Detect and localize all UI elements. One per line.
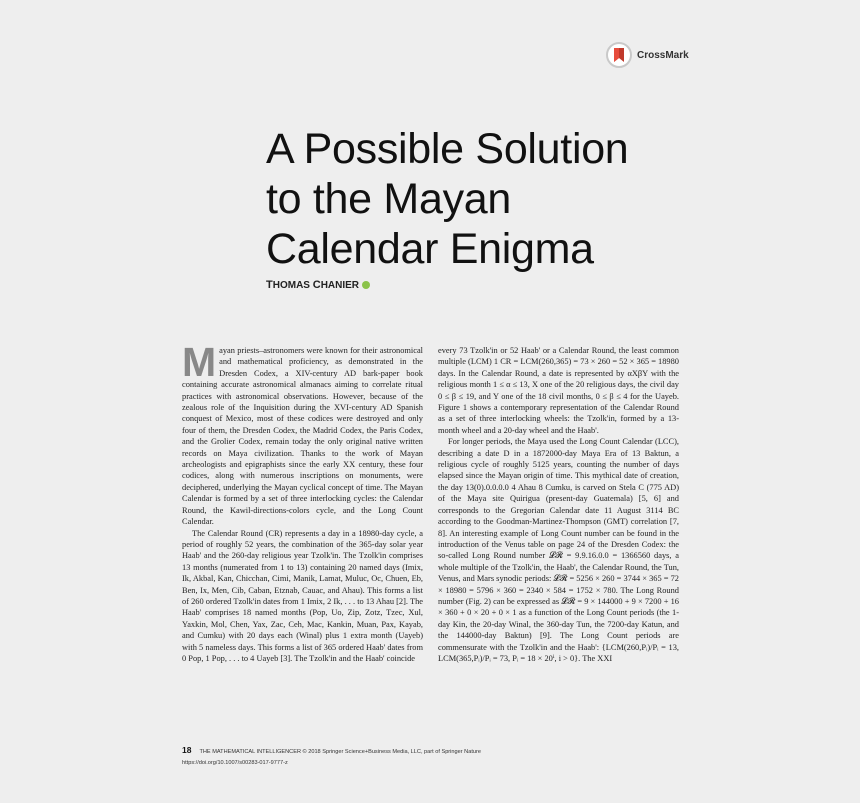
crossmark-badge[interactable] — [606, 42, 689, 68]
title-line-1: A Possible Solution — [266, 125, 629, 173]
author-name — [266, 279, 359, 291]
paragraph-long-count: For longer periods, the Maya used the Long Count Calendar (LCC), describing a date D in a 1872000-day Maya Era of 13 Baktun, a religious cycle of roughly 5125 years, counting the number of days elapsed since the Mayan origin of time. This mythical date of creation, the day 13(0).0.0.0.0 4 Ahau 8 Cumku, is carved on Stela C (775 AD) of the Maya site Quirigua (present-day Guatemala) [5, 6] and corresponds to the Gregorian Calendar date 11 August 3114 BC according to the Goodman-Martinez-Thompson (GMT) correlation [7, 8]. An interesting example of Long Count number can be found in the introduction of the Venus table on page 24 of the Dresden Codex: the so-called Long Round number 𝓛𝓡 = 9.9.16.0.0 = 1366560 days, a whole multiple of the Tzolk'in, the Haab', the Calendar Round, the Tun, Venus, and Mars synodic periods: 𝓛𝓡 = 5256 × 260 = 3744 × 365 = 72 × 18980 = 5796 × 360 = 2340 × 584 = 1752 × 780. The Long Round number (Fig. 2) can be expressed as 𝓛𝓡 = 9 × 144000 + 9 × 7200 + 16 × 360 + 0 × 20 + 0 × 1 as a function of the Long Count periods (the 1-day Kin, the 20-day Winal, the 360-day Tun, the 7200-day Katun, and the 144000-day Baktun) [9]. The Long Count periods are commensurate with the Tzolk'in and the Haab': {LCM(260,Pᵢ)/Pᵢ = 13, LCM(365,Pᵢ)/Pᵢ = 73, Pᵢ = 18 × 20ⁱ, i > 0}. The XXI — [438, 437, 679, 663]
title-line-2: to the Mayan — [266, 175, 511, 223]
page-number: 18 — [182, 745, 192, 755]
paragraph-calendar-round-cont: every 73 Tzolk'in or 52 Haab' or a Calendar Round, the least common multiple (LCM) 1 CR = LCM(260,365) = 73 × 260 = 52 × 365 = 18980 days. In the Calendar Round, a date is represented by αXβY with the religious month 1 ≤ α ≤ 13, X one of the 20 religious days, the civil day 0 ≤ β ≤ 19, and Y one of the 18 civil months, 0 ≤ β ≤ 4 for the Uayeb. Figure 1 shows a contemporary representation of the Calendar Round as a set of three interlocking wheels: the Tzolk'in, formed by a 13-month wheel and a 20-day wheel and the Haab'. — [438, 346, 679, 435]
crossmark-icon — [606, 42, 632, 68]
right-column — [438, 345, 679, 664]
paragraph-calendar-round: The Calendar Round (CR) represents a day in a 18980-day cycle, a period of roughly 52 years, the combination of the 365-day solar year Haab' and the 260-day religious year Tzolk'in. The Tzolk'in comprises 13 months (numerated from 1 to 13) containing 20 named days (Imix, Ik, Akbal, Kan, Chicchan, Cimi, Manik, Lamat, Muluc, Oc, Chuen, Eb, Ben, Ix, Men, Cib, Caban, Etznab, Cauac, and Ahau). This forms a list of 260 ordered Tzolk'in dates from 1 Imix, 2 Ik, . . . to 13 Ahau [2]. The Haab' comprises 18 named months (Pop, Uo, Zip, Zotz, Tzec, Xul, Yaxkin, Mol, Chen, Yax, Zac, Ceh, Mac, Kankin, Muan, Pax, Kayab, and Cumku) with 20 days each (Winal) plus 1 extra month (Uayeb) with 5 nameless days. This forms a list of 365 ordered Haab' dates from 0 Pop, 1 Pop, . . . to 4 Uayeb [3]. The Tzolk'in and the Haab' coincide — [182, 528, 423, 663]
left-column — [182, 339, 423, 664]
orcid-icon[interactable] — [362, 281, 370, 289]
author-byline — [266, 279, 370, 291]
journal-credit: THE MATHEMATICAL INTELLIGENCER © 2018 Springer Science+Business Media, LLC, part of Springer Nature — [199, 749, 481, 755]
author-initial-first: T — [266, 279, 273, 291]
title-line-3: Calendar Enigma — [266, 225, 594, 273]
crossmark-label: CrossMark — [637, 49, 689, 61]
paragraph-intro — [182, 339, 423, 528]
author-last-rest: HANIER — [320, 280, 360, 291]
page-footer — [182, 745, 481, 766]
doi-link[interactable]: https://doi.org/10.1007/s00283-017-9777-z — [182, 760, 288, 766]
author-initial-last: C — [312, 279, 321, 291]
drop-cap: M — [182, 339, 217, 385]
article-title — [266, 124, 628, 274]
intro-text: ayan priests–astronomers were known for their astronomical and mathematical proficiency, as demonstrated in the Dresden Codex, a XIV-century AD bark-paper book containing accurate astronomical almanacs aiming to correlate ritual practices with astronomical observations. However, because of the zealous role of the Inquisition during the XVI-century AD Spanish conquest of Mexico, most of these codices were destroyed and only four of them, the Dresden Codex, the Madrid Codex, the Paris Codex, and the Grolier Codex, remain today the only original native written records on Maya civilization. Thanks to the work of Mayan archeologists and epigraphists since the early XX century, these four codices, along with numerous inscriptions on monuments, were deciphered, underlying the Mayan cyclical concept of time. The Mayan Calendar is formed by a set of three interlocking cycles: the Calendar Round, the Kawil-directions-colors cycle, and the Long Count Calendar. — [182, 346, 423, 527]
author-first-rest: HOMAS — [272, 280, 313, 291]
